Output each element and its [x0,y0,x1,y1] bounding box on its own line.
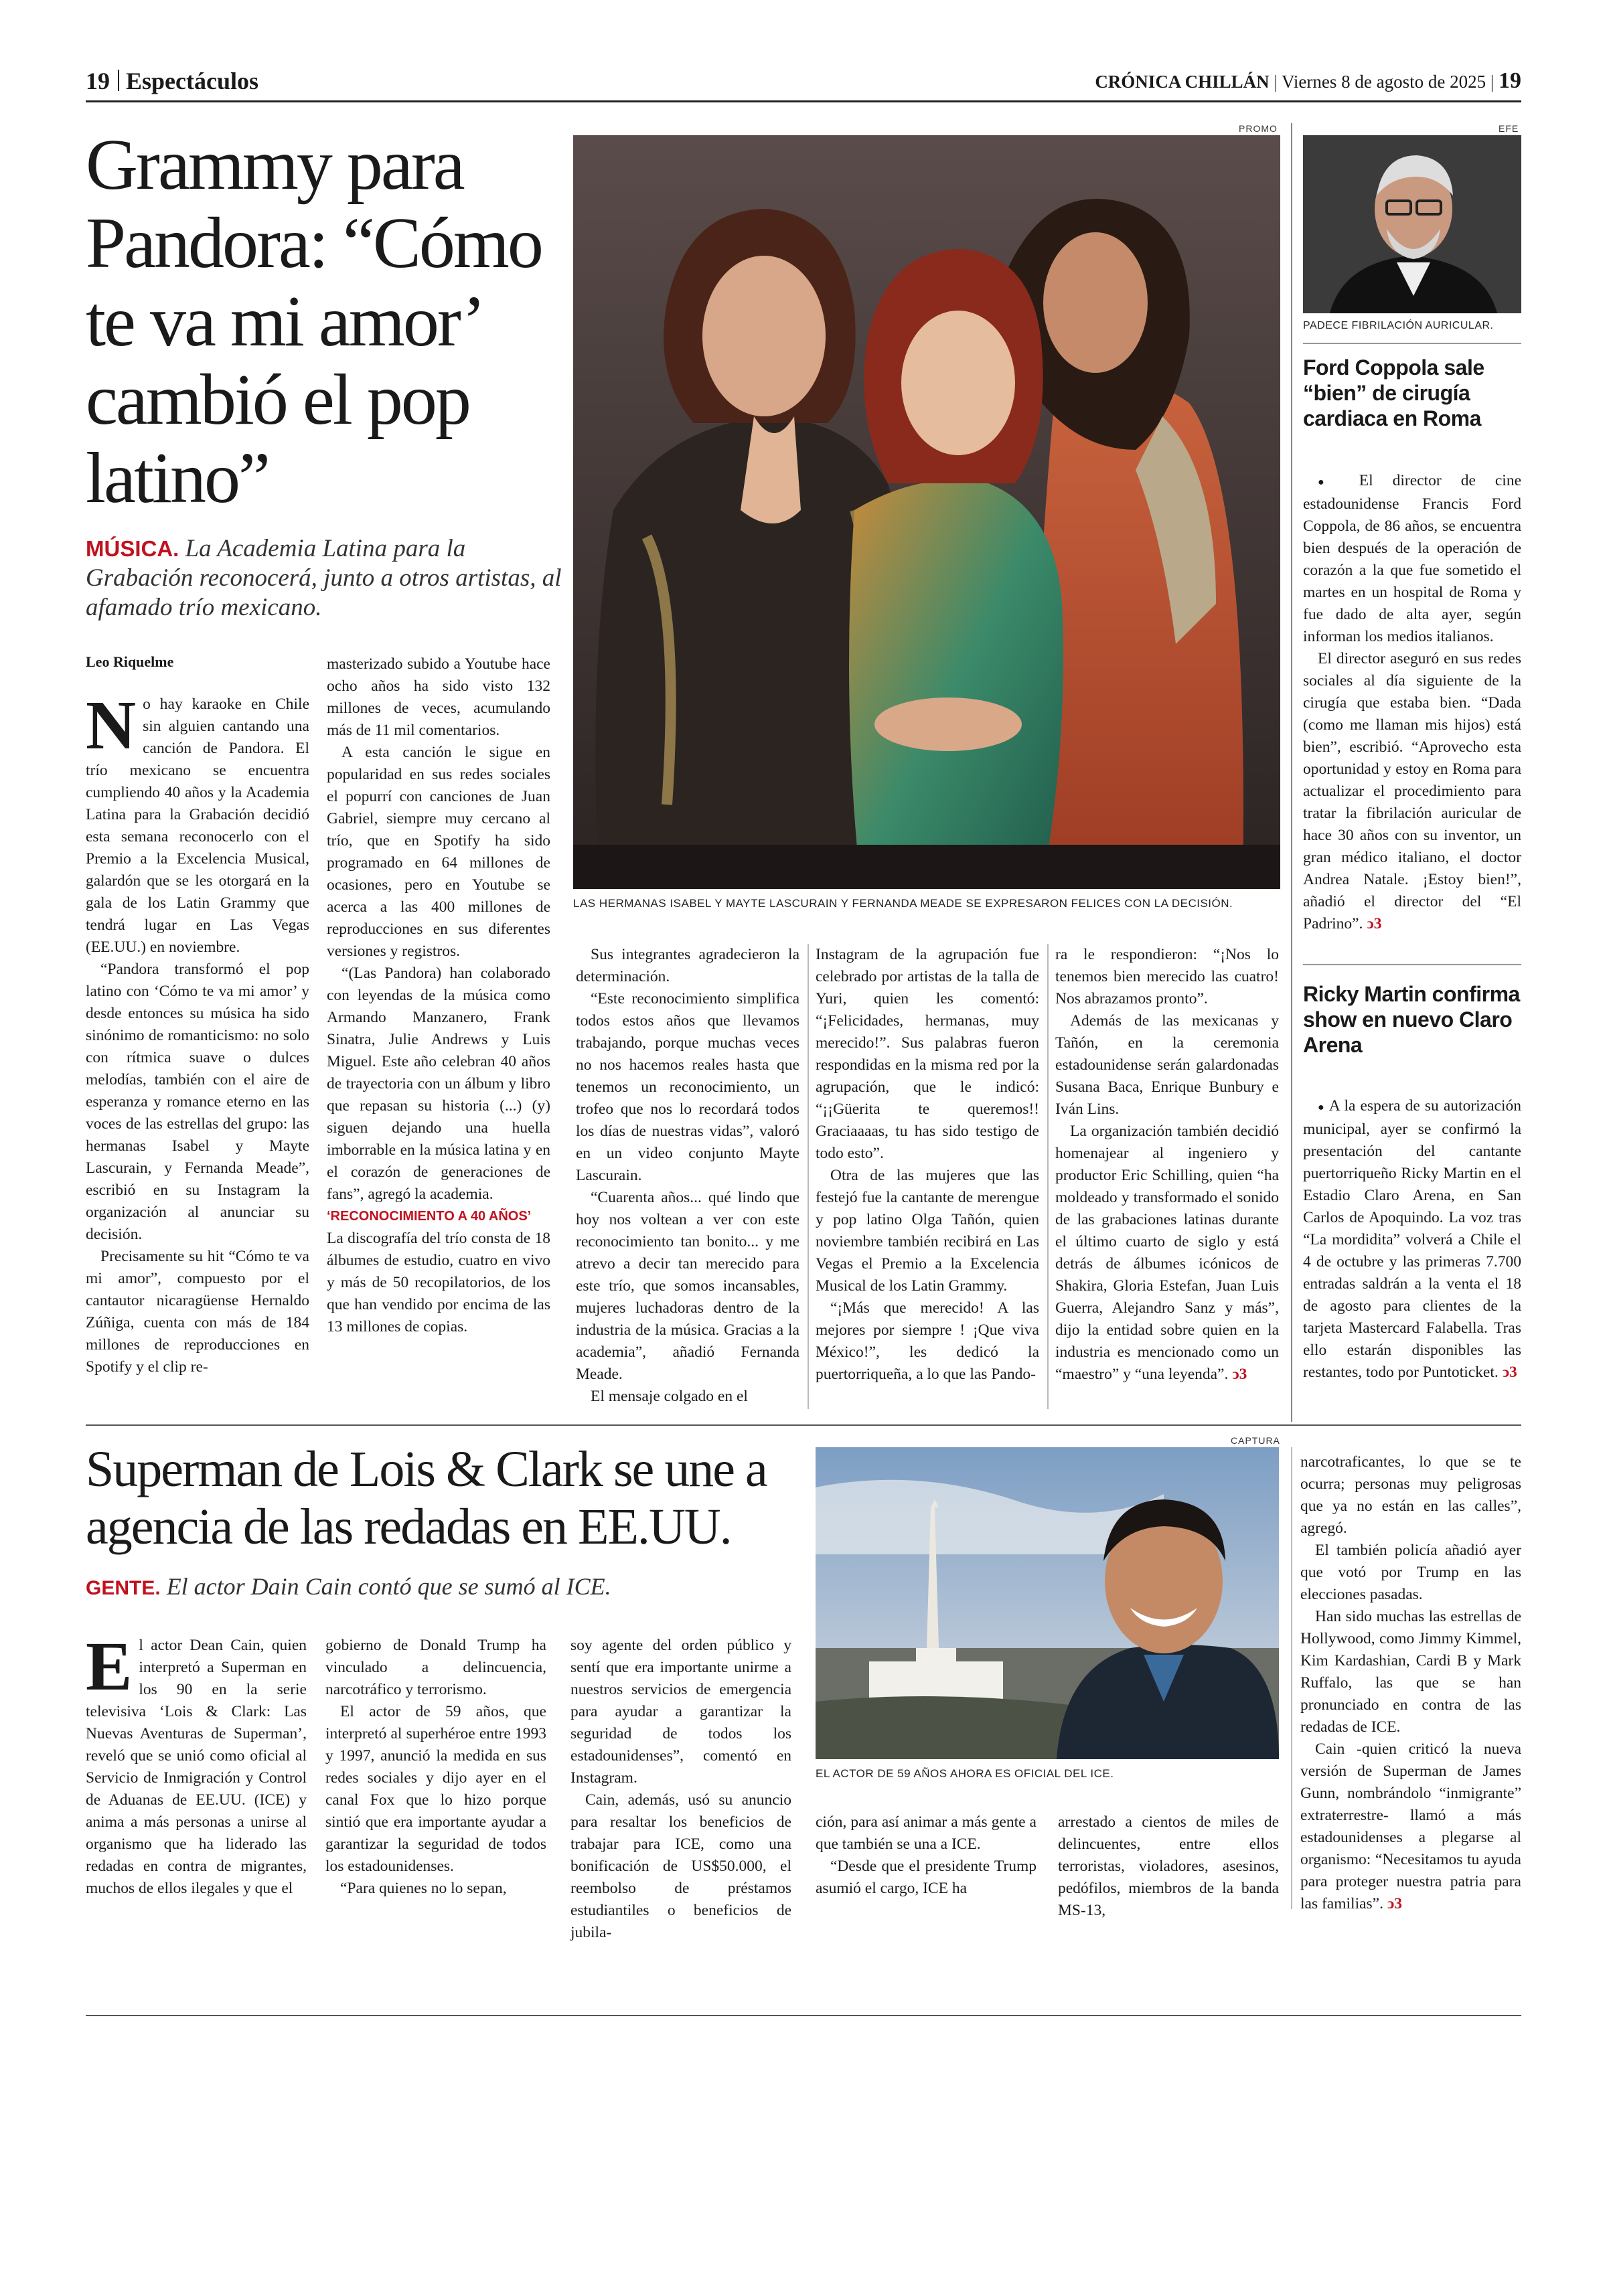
main-photo-caption: LAS HERMANAS ISABEL Y MAYTE LASCURAIN Y FERNANDA MEADE SE EXPRESARON FELICES CON LA DECISIÓN. [573,897,1233,910]
sidebar1-p2: El director aseguró en sus redes sociales al día siguiente de la cirugía que estaba bien. “Dada (como me llaman mis hijos) está bien”, escribió. “Aprovecho esta oportunidad y estoy en Roma para actualizar el procedimiento para tratar la fibrilación auricular de hace 30 años con su inventor, un gran médico italiano, el doctor Andrea Natale. ¡Estoy bien!”, añadió el director del “El Padrino”. [1303,650,1521,932]
main-col-1 [86,687,309,1378]
second-col-4 [816,1811,1037,1900]
header-rule [86,100,1521,102]
main-col3-p2: “Este reconocimiento simplifica todos estos años que llevamos trabajando, porque muchas veces no nos hacemos reales hasta que tenemos un reconocimiento, un trofeo que nos lo recordará todos los días de nuestras vidas”, valoró en un video conjunto Mayte Lascurain. [576,990,799,1184]
sidebar1-p1: El director de cine estadounidense Francis Ford Coppola, de 86 años, se encuentra bien después de la operación de corazón a la que fue sometido el martes en un hospital de Roma y fue dado de alta ayer, según informan los medios italianos. [1303,472,1521,645]
dean-cain-illustration [816,1447,1279,1759]
second-col1-p1: l actor Dean Cain, quien interpretó a Superman en los 90 en la serie televisiva ‘Lois & Clark: Las Nuevas Aventuras de Superman’, reveló que se unió como oficial al Servicio de Inmigración y Control de Aduanas de EE.UU. (ICE) y anima a más personas a unirse al organismo que ha liderado las redadas en contra de migrantes, muchos de ellos ilegales y que el [86,1637,307,1897]
second-col2-p1: gobierno de Donald Trump ha vinculado a delincuencia, narcotráfico y terrorismo. [325,1637,546,1698]
main-drop-cap: N [86,687,137,764]
second-photo-credit: CAPTURA [1231,1435,1280,1446]
second-col6-p2: El también policía añadió ayer que votó por Trump en las elecciones pasadas. [1300,1542,1521,1603]
main-col-5 [1055,944,1279,1386]
second-col-1 [86,1628,307,1900]
bottom-rule [86,2015,1521,2016]
main-col3-p1: Sus integrantes agradecieron la determinación. [576,946,799,985]
second-kicker: GENTE. [86,1577,161,1599]
header-right: CRÓNICA CHILLÁN | Viernes 8 de agosto de 2025 | 19 [1095,68,1521,93]
main-col4-p2: Otra de las mujeres que las festejó fue la cantante de merengue y pop latino Olga Tañón, quien noviembre también recibirá en Las Vegas el Premio a la Excelencia Musical de los Latin Grammy. [816,1167,1039,1295]
main-col-4 [816,944,1039,1386]
sidebar1-end-mark: ↄ3 [1367,915,1382,932]
second-deck-text: El actor Dain Cain contó que se sumó al ICE. [166,1573,611,1600]
main-col5-p3: La organización también decidió homenajear al ingeniero y productor Eric Schilling, quien “ha moldeado y transformado el sonido de las grabaciones latinas durante el último cuarto de siglo y está detrás de álbumes icónicos de Shakira, Gloria Estefan, Juan Luis Guerra, Alejandro Sanz y más”, dijo la entidad sobre quien en la industria es mencionado como un “maestro” y “una leyenda”. [1055,1123,1279,1383]
second-photo [816,1447,1279,1759]
main-end-mark: ↄ3 [1232,1366,1247,1383]
main-photo [573,135,1280,889]
main-col2-p4: La discografía del trío consta de 18 álbumes de estudio, cuatro en vivo y más de 50 recopilatorios, de los que han vendido por encima de las 13 millones de copias. [327,1230,550,1335]
coppola-photo [1303,135,1521,313]
main-col4-p1: Instagram de la agrupación fue celebrado por artistas de la talla de Yuri, quien les comentó: “¡Felicidades, hermanas, muy merecido!”. Sus palabras fueron respondidas en la misma red por la agrupación, que le indicó: “¡¡Güerita te queremos!! Graciaaaas, tu has sido testigo de todo esto”. [816,946,1039,1162]
main-col2-p1: masterizado subido a Youtube hace ocho años ha sido visto 132 millones de veces, acumulando más de 11 mil comentarios. [327,655,550,739]
sidebar1-photo-credit: EFE [1499,123,1519,134]
second-col6-p3: Han sido muchas las estrellas de Hollywood, como Jimmy Kimmel, Kim Kardashian, Cardi B y Mark Ruffalo, las que se han pronunciado en contra de las redadas de ICE. [1300,1608,1521,1736]
main-deck [86,534,568,623]
sidebar2-bullet: ● [1318,1102,1325,1113]
main-col3-p4: El mensaje colgado en el [591,1388,748,1405]
main-col2-p3: “(Las Pandora) han colaborado con leyendas de la música como Armando Manzanero, Frank Sinatra, Julie Andrews y Luis Miguel. Este año celebran 40 años de trayectoria con un álbum y libro que repasan su historia (...) (y) siguen dejando una huella imborrable en la música latina y en el corazón de generaciones de fans”, agregó la academia. [327,965,550,1203]
sidebar1-headline: Ford Coppola sale “bien” de cirugía cardiaca en Roma [1303,355,1484,430]
issue-date: Viernes 8 de agosto de 2025 [1282,72,1486,92]
section-name: Espectáculos [126,68,258,94]
main-col-2 [327,653,550,1338]
newspaper-name: CRÓNICA CHILLÁN [1095,72,1270,92]
sidebar2-end-mark: ↄ3 [1502,1364,1517,1381]
sidebar2-headline: Ricky Martin confirma show en nuevo Claro Arena [1303,982,1520,1057]
second-col3-p2: Cain, además, usó su anuncio para resaltar los beneficios de trabajar para ICE, como una bonificación de US$50.000, el reembolso de préstamos estudiantiles o beneficios de jubila- [570,1791,791,1941]
main-col1-p3: Precisamente su hit “Cómo te va mi amor”, compuesto por el cantautor nicaragüense Hernaldo Zúñiga, cuenta con más de 184 millones de reproducciones en Spotify y el clip re- [86,1248,309,1376]
second-col-rule [1291,1447,1292,1909]
second-end-mark: ↄ3 [1387,1895,1403,1912]
page-header [86,64,1521,98]
second-col-2 [325,1635,546,1900]
main-headline: Grammy para Pandora: “Cómo te va mi amor’ cambió el pop latino” [86,125,542,518]
second-deck [86,1572,816,1603]
second-col4-p2: “Desde que el presidente Trump asumió el cargo, ICE ha [816,1858,1037,1897]
main-col-rule-2 [1047,944,1049,1409]
sidebar1-body [1303,470,1521,935]
second-col-5 [1058,1811,1279,1922]
second-col5-p1: arrestado a cientos de miles de delincuentes, entre ellos terroristas, violadores, asesinos, pedófilos, miembros de la banda MS-13, [1058,1813,1279,1919]
main-col5-p1: ra le respondieron: “¡Nos lo tenemos bien merecido las cuatro! Nos abrazamos pronto”. [1055,946,1279,1007]
sidebar2-body [1303,1095,1521,1384]
page-number-left: 19 [86,68,110,94]
main-col2-p2: A esta canción le sigue en popularidad en sus redes sociales el popurrí con canciones de Juan Gabriel, siempre muy cercano al trío, que en Spotify ha sido programado en 64 millones de ocasiones, pero en Youtube se acerca a las 400 millones de reproducciones en sus diferentes versiones y registros. [327,744,550,960]
sidebar1-photo-caption: PADECE FIBRILACIÓN AURICULAR. [1303,320,1494,331]
story-divider [86,1424,1521,1426]
main-col1-p2: “Pandora transformó el pop latino con ‘Cómo te va mi amor’ y desde entonces su música ha sido sinónimo de romanticismo: no solo con rítmica suave o dulces melodías, también con el aire de esperanza y romance eterno en las voces de las estrellas del grupo: las hermanas Isabel y Mayte Lascurain, y Fernanda Meade”, escribió en su Instagram la organización al anunciar su decisión. [86,961,309,1243]
second-col2-p2: El actor de 59 años, que interpretó al superhéroe entre 1993 y 1997, anunció la medida en sus redes sociales y dijo ayer en el canal Fox que lo hizo porque sintió que era importante ayudar a garantizar la seguridad de todos los estadounidenses. [325,1703,546,1875]
coppola-illustration [1303,135,1521,313]
page-number-right: 19 [1499,68,1521,93]
pandora-trio-illustration [573,135,1280,889]
header-divider [118,70,119,91]
second-drop-cap: E [86,1628,133,1705]
sidebar-divider [1291,123,1292,1422]
main-col-3 [576,944,799,1408]
main-kicker: MÚSICA. [86,536,179,561]
sidebar1-rule [1303,343,1521,344]
main-col3-p3: “Cuarenta años... qué lindo que hoy nos voltean a ver con este reconocimiento tan bonito... y me atrevo a decir tan merecido para este trío, que somos incansables, mujeres luchadoras dentro de la industria de la música. Gracias a la academia”, añadió Fernanda Meade. [576,1189,799,1383]
second-col6-p1: narcotraficantes, lo que se te ocurra; personas muy peligrosas que ya no están en las calles”, agregó. [1300,1453,1521,1537]
main-col2-subhead: ‘RECONOCIMIENTO A 40 AÑOS’ [327,1209,532,1224]
main-deck-text: La Academia Latina para la Grabación reconocerá, junto a otros artistas, al afamado trío mexicano. [86,535,562,621]
sidebar2-p1: A la espera de su autorización municipal, ayer se confirmó la presentación del cantante puertorriqueño Ricky Martin en el Estadio Claro Arena, en San Carlos de Apoquindo. La voz tras “La mordidita” volverá a Chile el 4 de octubre y las primeras 7.700 entradas saldrán a la venta el 18 de agosto para clientes de la tarjeta Mastercard Falabella. Tras ello estarán disponibles las restantes, todo por Puntoticket. [1303,1097,1521,1381]
main-col5-p2: Además de las mexicanas y Tañón, en la ceremonia estadounidense serán galardonadas Susana Baca, Enrique Bunbury e Iván Lins. [1055,1012,1279,1118]
second-col-3 [570,1635,791,1944]
main-byline: Leo Riquelme [86,653,174,670]
second-col3-p1: soy agente del orden público y sentí que era importante unirme a nuestros servicios de emergencia para ayudar a garantizar la seguridad de todos los estadounidenses”, comentó en Instagram. [570,1637,791,1787]
sidebar1-bullet: ● [1318,477,1340,488]
second-col4-p1: ción, para así animar a más gente a que también se una a ICE. [816,1813,1037,1853]
main-col1-p1: o hay karaoke en Chile sin alguien cantando una canción de Pandora. El trío mexicano se encuentra cumpliendo 40 años y la Academia Latina para la Grabación decidió esta semana reconocerlo con el Premio a la Excelencia Musical, galardón que se les otorgará en la gala de los Latin Grammy que tendrá lugar en Las Vegas (EE.UU.) en noviembre. [86,695,309,956]
main-photo-credit: PROMO [1239,123,1278,134]
second-headline: Superman de Lois & Clark se une a agencia de las redadas en EE.UU. [86,1441,767,1555]
second-col6-p4: Cain -quien criticó la nueva versión de Superman de James Gunn, nombrándolo “inmigrante” extraterrestre- llamó a más estadounidenses a plegarse al organismo: “Necesitamos tu ayuda para proteger nuestra patria para las familias”. [1300,1740,1521,1912]
second-col-6 [1300,1451,1521,1915]
sidebar-separator [1303,964,1521,965]
second-photo-caption: EL ACTOR DE 59 AÑOS AHORA ES OFICIAL DEL ICE. [816,1767,1114,1780]
second-col2-p3: “Para quienes no lo sepan, [340,1880,507,1897]
main-col4-p3: “¡Más que merecido! A las mejores por siempre ! ¡Que viva México!”, les dedicó la puertorriqueña, a lo que las Pando- [816,1299,1039,1383]
main-col-rule-1 [808,944,809,1409]
